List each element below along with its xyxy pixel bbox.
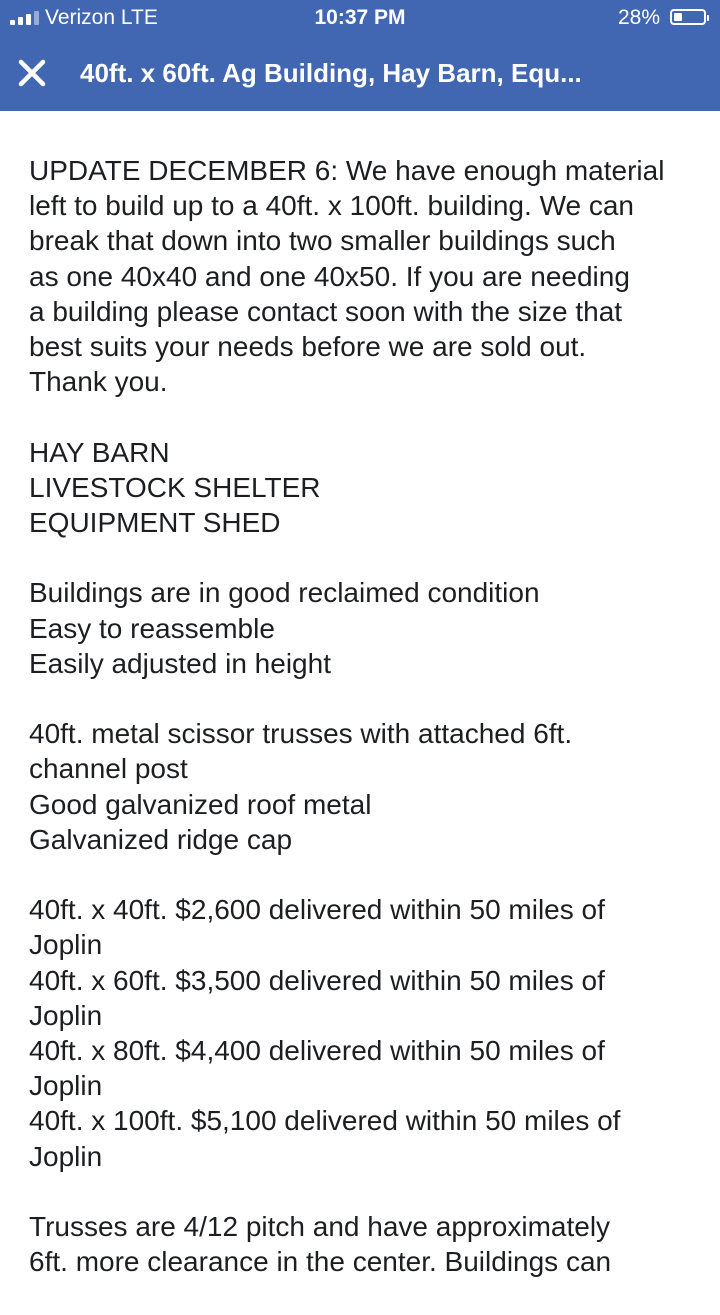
- close-button[interactable]: [12, 53, 52, 93]
- description-line: Thank you.: [29, 366, 168, 398]
- description-line: break that down into two smaller buildings such: [29, 225, 616, 257]
- description-paragraph: [29, 575, 699, 681]
- description-line: Joplin: [29, 999, 103, 1031]
- description-line: Easily adjusted in height: [29, 647, 331, 679]
- carrier-label: Verizon LTE: [45, 6, 158, 29]
- battery-icon: [670, 9, 706, 25]
- description-line: 40ft. x 100ft. $5,100 delivered within 50 miles of: [29, 1105, 621, 1137]
- battery-percent: 28%: [617, 6, 660, 29]
- page-title: 40ft. x 60ft. Ag Building, Hay Barn, Equ...: [80, 58, 582, 88]
- description-line: LIVESTOCK SHELTER: [29, 471, 321, 503]
- description-paragraph: [29, 1209, 699, 1279]
- description-line: 6ft. more clearance in the center. Buildings can: [29, 1246, 612, 1278]
- status-bar: [0, 0, 720, 36]
- description-line: Easy to reassemble: [29, 612, 275, 644]
- description-line: HAY BARN: [29, 436, 170, 468]
- description-line: a building please contact soon with the size that: [29, 295, 623, 327]
- description-line: UPDATE DECEMBER 6: We have enough material: [29, 155, 665, 186]
- description-line: 40ft. metal scissor trusses with attached 6ft.: [29, 718, 573, 750]
- description-line: 40ft. x 60ft. $3,500 delivered within 50 miles of: [29, 964, 605, 996]
- description-line: Buildings are in good reclaimed condition: [29, 577, 540, 609]
- description-line: as one 40x40 and one 40x50. If you are needing: [29, 260, 630, 292]
- description-line: Good galvanized roof metal: [29, 788, 372, 820]
- description-paragraph: [29, 435, 699, 541]
- description-paragraph: [29, 716, 699, 857]
- description-line: 40ft. x 80ft. $4,400 delivered within 50 miles of: [29, 1035, 605, 1067]
- battery-fill: [674, 13, 682, 21]
- description-line: Joplin: [29, 1070, 103, 1102]
- description-line: left to build up to a 40ft. x 100ft. building. We can: [29, 190, 634, 222]
- description-line: Galvanized ridge cap: [29, 823, 293, 855]
- status-time: 10:37 PM: [314, 6, 406, 29]
- header-bar: [0, 0, 720, 111]
- description-line: channel post: [29, 753, 188, 785]
- description-line: EQUIPMENT SHED: [29, 507, 281, 539]
- description-line: best suits your needs before we are sold out.: [29, 331, 587, 363]
- description-line: 40ft. x 40ft. $2,600 delivered within 50 miles of: [29, 894, 605, 926]
- close-icon: [12, 53, 52, 93]
- description-line: Joplin: [29, 929, 103, 961]
- description-line: Joplin: [29, 1140, 103, 1172]
- listing-description: [29, 153, 699, 1315]
- description-paragraph: [29, 153, 699, 399]
- description-line: Trusses are 4/12 pitch and have approximately: [29, 1211, 611, 1243]
- description-paragraph: [29, 892, 699, 1174]
